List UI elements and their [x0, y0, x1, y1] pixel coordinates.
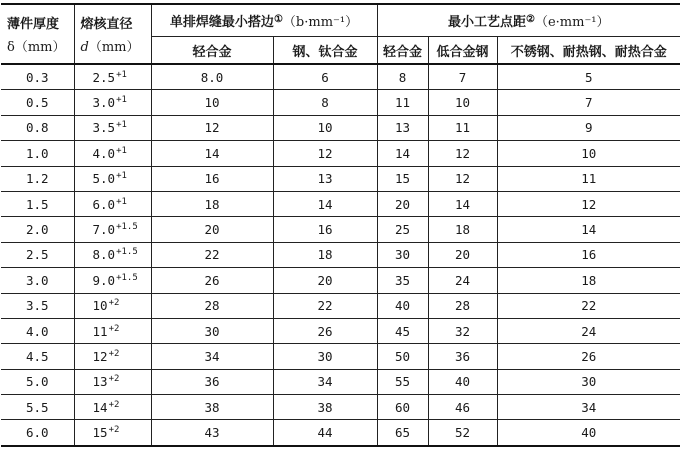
cell-overlap-steel-titanium: 34 — [273, 369, 377, 394]
cell-spacing-low-alloy-steel: 12 — [428, 141, 497, 166]
table-row — [1, 420, 680, 446]
header-min-overlap — [151, 4, 377, 37]
cell-overlap-steel-titanium: 10 — [273, 115, 377, 140]
cell-overlap-steel-titanium: 22 — [273, 293, 377, 318]
cell-thickness: 0.3 — [1, 64, 74, 90]
cell-spacing-light-alloy: 15 — [377, 166, 428, 191]
cell-spacing-stainless: 26 — [497, 344, 680, 369]
cell-thickness: 6.0 — [1, 420, 74, 446]
cell-spacing-light-alloy: 13 — [377, 115, 428, 140]
nugget-tolerance: +1.5 — [116, 272, 138, 283]
cell-spacing-low-alloy-steel: 36 — [428, 344, 497, 369]
nugget-value: 8.0 — [92, 247, 116, 263]
subheader-low-alloy-steel: 低合金钢 — [428, 37, 497, 65]
table-row — [1, 318, 680, 343]
nugget-tolerance: +1 — [116, 120, 127, 131]
cell-overlap-light-alloy: 12 — [151, 115, 273, 140]
cell-spacing-stainless: 10 — [497, 141, 680, 166]
nugget-value: 2.5 — [92, 69, 116, 85]
cell-nugget-diameter — [74, 217, 151, 242]
cell-spacing-low-alloy-steel: 20 — [428, 242, 497, 267]
nugget-value: 14 — [92, 399, 108, 415]
cell-nugget-diameter — [74, 318, 151, 343]
cell-overlap-steel-titanium: 13 — [273, 166, 377, 191]
cell-spacing-stainless: 34 — [497, 395, 680, 420]
header-nugget-unit: （mm） — [88, 40, 140, 55]
cell-overlap-light-alloy: 34 — [151, 344, 273, 369]
table-row — [1, 115, 680, 140]
cell-overlap-steel-titanium: 12 — [273, 141, 377, 166]
cell-thickness: 2.5 — [1, 242, 74, 267]
cell-thickness: 3.0 — [1, 268, 74, 293]
table-row — [1, 242, 680, 267]
cell-nugget-diameter — [74, 420, 151, 446]
nugget-value: 5.0 — [92, 171, 116, 187]
cell-spacing-low-alloy-steel: 28 — [428, 293, 497, 318]
table-row — [1, 64, 680, 90]
cell-spacing-stainless: 7 — [497, 90, 680, 115]
cell-spacing-light-alloy: 45 — [377, 318, 428, 343]
nugget-tolerance: +2 — [108, 298, 120, 309]
cell-overlap-light-alloy: 14 — [151, 141, 273, 166]
cell-spacing-stainless: 9 — [497, 115, 680, 140]
nugget-value: 4.0 — [92, 145, 116, 161]
nugget-tolerance: +1.5 — [116, 222, 138, 233]
cell-overlap-steel-titanium: 14 — [273, 191, 377, 216]
cell-spacing-light-alloy: 65 — [377, 420, 428, 446]
cell-spacing-light-alloy: 25 — [377, 217, 428, 242]
cell-spacing-light-alloy: 35 — [377, 268, 428, 293]
cell-spacing-stainless: 40 — [497, 420, 680, 446]
header-min-spacing-unit: （e·mm⁻¹） — [534, 15, 610, 30]
header-thickness-line2: δ（mm） — [7, 40, 66, 55]
cell-overlap-steel-titanium: 26 — [273, 318, 377, 343]
cell-nugget-diameter — [74, 191, 151, 216]
table-row — [1, 191, 680, 216]
cell-spacing-low-alloy-steel: 11 — [428, 115, 497, 140]
cell-overlap-steel-titanium: 44 — [273, 420, 377, 446]
cell-spacing-low-alloy-steel: 18 — [428, 217, 497, 242]
nugget-tolerance: +1 — [116, 196, 127, 207]
cell-overlap-steel-titanium: 38 — [273, 395, 377, 420]
nugget-value: 9.0 — [92, 272, 116, 288]
cell-spacing-light-alloy: 55 — [377, 369, 428, 394]
cell-overlap-light-alloy: 8.0 — [151, 64, 273, 90]
cell-spacing-stainless: 14 — [497, 217, 680, 242]
nugget-value: 15 — [92, 425, 108, 441]
nugget-tolerance: +1 — [116, 69, 127, 80]
nugget-tolerance: +2 — [108, 323, 120, 334]
table-row — [1, 217, 680, 242]
cell-spacing-low-alloy-steel: 46 — [428, 395, 497, 420]
nugget-value: 3.5 — [92, 120, 116, 136]
cell-overlap-light-alloy: 10 — [151, 90, 273, 115]
cell-spacing-light-alloy: 11 — [377, 90, 428, 115]
header-nugget-line2 — [81, 36, 151, 55]
subheader-stainless-heat-resistant: 不锈钢、耐热钢、耐热合金 — [497, 37, 680, 65]
header-nugget-diameter — [74, 4, 151, 64]
header-nugget-var: d — [80, 40, 89, 55]
cell-spacing-low-alloy-steel: 32 — [428, 318, 497, 343]
nugget-value: 13 — [92, 374, 108, 390]
cell-overlap-steel-titanium: 8 — [273, 90, 377, 115]
nugget-tolerance: +1 — [116, 171, 127, 182]
cell-overlap-light-alloy: 16 — [151, 166, 273, 191]
cell-nugget-diameter — [74, 268, 151, 293]
cell-overlap-light-alloy: 30 — [151, 318, 273, 343]
nugget-tolerance: +1.5 — [116, 247, 138, 258]
nugget-value: 3.0 — [92, 95, 116, 111]
cell-nugget-diameter — [74, 115, 151, 140]
table-header — [1, 4, 680, 64]
cell-overlap-steel-titanium: 20 — [273, 268, 377, 293]
nugget-tolerance: +2 — [108, 348, 120, 359]
cell-spacing-stainless: 16 — [497, 242, 680, 267]
cell-thickness: 2.0 — [1, 217, 74, 242]
cell-spacing-low-alloy-steel: 7 — [428, 64, 497, 90]
cell-spacing-light-alloy: 40 — [377, 293, 428, 318]
nugget-value: 12 — [92, 348, 108, 364]
cell-overlap-light-alloy: 38 — [151, 395, 273, 420]
header-thickness-line1: 薄件厚度 — [7, 17, 60, 32]
header-min-spacing — [377, 4, 680, 37]
cell-overlap-steel-titanium: 30 — [273, 344, 377, 369]
cell-spacing-light-alloy: 60 — [377, 395, 428, 420]
cell-spacing-light-alloy: 20 — [377, 191, 428, 216]
cell-spacing-stainless: 30 — [497, 369, 680, 394]
cell-nugget-diameter — [74, 166, 151, 191]
table-body — [1, 64, 680, 446]
header-nugget-line1: 熔核直径 — [80, 17, 133, 32]
cell-overlap-steel-titanium: 6 — [273, 64, 377, 90]
cell-spacing-light-alloy: 14 — [377, 141, 428, 166]
cell-thickness: 3.5 — [1, 293, 74, 318]
cell-spacing-stainless: 11 — [497, 166, 680, 191]
cell-thickness: 5.5 — [1, 395, 74, 420]
cell-overlap-steel-titanium: 18 — [273, 242, 377, 267]
nugget-tolerance: +1 — [116, 145, 127, 156]
subheader-light-alloy-spacing: 轻合金 — [377, 37, 428, 65]
table-row — [1, 166, 680, 191]
nugget-value: 11 — [92, 323, 108, 339]
cell-overlap-light-alloy: 36 — [151, 369, 273, 394]
cell-thickness: 1.2 — [1, 166, 74, 191]
table-row — [1, 395, 680, 420]
cell-overlap-light-alloy: 22 — [151, 242, 273, 267]
cell-spacing-low-alloy-steel: 40 — [428, 369, 497, 394]
cell-thickness: 1.0 — [1, 141, 74, 166]
cell-nugget-diameter — [74, 90, 151, 115]
cell-spacing-stainless: 18 — [497, 268, 680, 293]
cell-thickness: 4.0 — [1, 318, 74, 343]
header-thickness — [1, 4, 74, 64]
cell-nugget-diameter — [74, 395, 151, 420]
cell-spacing-low-alloy-steel: 14 — [428, 191, 497, 216]
cell-thickness: 5.0 — [1, 369, 74, 394]
cell-spacing-stainless: 12 — [497, 191, 680, 216]
nugget-value: 7.0 — [92, 222, 116, 238]
nugget-tolerance: +2 — [108, 374, 120, 385]
cell-spacing-light-alloy: 30 — [377, 242, 428, 267]
nugget-value: 10 — [92, 298, 108, 314]
table-row — [1, 90, 680, 115]
table-row — [1, 293, 680, 318]
nugget-tolerance: +2 — [108, 425, 120, 436]
cell-spacing-low-alloy-steel: 24 — [428, 268, 497, 293]
table-row — [1, 369, 680, 394]
cell-thickness: 0.5 — [1, 90, 74, 115]
cell-spacing-stainless: 5 — [497, 64, 680, 90]
table-row — [1, 344, 680, 369]
cell-overlap-light-alloy: 20 — [151, 217, 273, 242]
cell-nugget-diameter — [74, 64, 151, 90]
footnote-mark-2: ② — [526, 14, 535, 25]
subheader-steel-titanium: 钢、钛合金 — [273, 37, 377, 65]
cell-overlap-steel-titanium: 16 — [273, 217, 377, 242]
nugget-value: 6.0 — [92, 196, 116, 212]
cell-thickness: 0.8 — [1, 115, 74, 140]
cell-overlap-light-alloy: 26 — [151, 268, 273, 293]
nugget-tolerance: +1 — [116, 95, 127, 106]
nugget-tolerance: +2 — [108, 399, 120, 410]
footnote-mark-1: ① — [273, 14, 283, 25]
cell-spacing-stainless: 22 — [497, 293, 680, 318]
cell-overlap-light-alloy: 18 — [151, 191, 273, 216]
cell-overlap-light-alloy: 28 — [151, 293, 273, 318]
header-min-spacing-title: 最小工艺点距 — [447, 15, 526, 30]
subheader-light-alloy-overlap: 轻合金 — [151, 37, 273, 65]
header-row-1 — [1, 4, 680, 37]
cell-thickness: 1.5 — [1, 191, 74, 216]
header-min-overlap-unit: （b·mm⁻¹） — [282, 15, 359, 30]
table-row — [1, 141, 680, 166]
cell-thickness: 4.5 — [1, 344, 74, 369]
cell-nugget-diameter — [74, 344, 151, 369]
cell-spacing-low-alloy-steel: 12 — [428, 166, 497, 191]
cell-spacing-low-alloy-steel: 52 — [428, 420, 497, 446]
cell-spacing-light-alloy: 8 — [377, 64, 428, 90]
cell-spacing-light-alloy: 50 — [377, 344, 428, 369]
cell-spacing-low-alloy-steel: 10 — [428, 90, 497, 115]
weld-spec-table — [1, 3, 680, 447]
cell-nugget-diameter — [74, 141, 151, 166]
cell-overlap-light-alloy: 43 — [151, 420, 273, 446]
header-min-overlap-title: 单排焊缝最小搭边 — [169, 15, 274, 30]
table-row — [1, 268, 680, 293]
cell-nugget-diameter — [74, 369, 151, 394]
cell-nugget-diameter — [74, 293, 151, 318]
cell-nugget-diameter — [74, 242, 151, 267]
cell-spacing-stainless: 24 — [497, 318, 680, 343]
